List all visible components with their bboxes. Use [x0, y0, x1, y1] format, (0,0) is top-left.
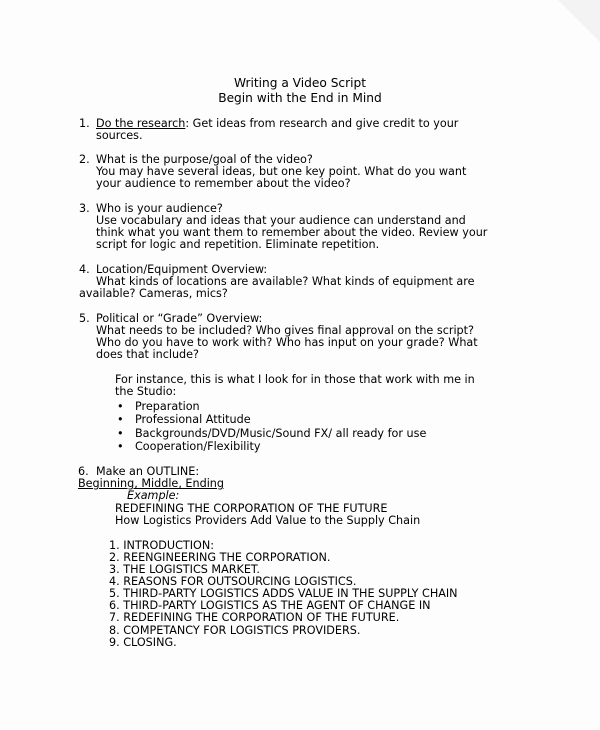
bullet-item-2: Professional Attitude: [135, 413, 251, 426]
page-fold-corner: [558, 0, 600, 42]
item-1-line-2: sources.: [96, 129, 143, 142]
outline-step-2: 2. REENGINEERING THE CORPORATION.: [109, 551, 331, 564]
outline-step-3: 3. THE LOGISTICS MARKET.: [109, 563, 260, 576]
item-6-number: 6.: [78, 465, 89, 478]
example-title: REDEFINING THE CORPORATION OF THE FUTURE: [115, 502, 388, 515]
example-subtitle: How Logistics Providers Add Value to the Supply Chain: [115, 514, 421, 527]
bullet-item-3: Backgrounds/DVD/Music/Sound FX/ all ready for use: [135, 427, 427, 440]
item-2-heading: What is the purpose/goal of the video?: [96, 153, 313, 166]
bullet-item-4: Cooperation/Flexibility: [135, 440, 261, 453]
item-5-line-3: does that include?: [96, 348, 199, 361]
item-1-line-1: [96, 118, 458, 130]
item-5-number: 5.: [79, 312, 90, 325]
item-1-number: 1.: [79, 117, 90, 130]
outline-step-7: 7. REDEFINING THE CORPORATION OF THE FUTURE.: [109, 611, 400, 624]
item-2-line-1: You may have several ideas, but one key point. What do you want: [96, 165, 467, 178]
item-4-line-2: available? Cameras, mics?: [79, 287, 228, 300]
item-3-line-2: think what you want them to remember about the video. Review your: [96, 226, 488, 239]
title-line-2: Begin with the End in Mind: [218, 91, 382, 105]
item-2-number: 2.: [79, 153, 90, 166]
item-3-number: 3.: [79, 202, 90, 215]
bullet-icon: •: [117, 413, 124, 426]
instance-intro-line-1: For instance, this is what I look for in those that work with me in: [115, 373, 475, 386]
item-6-heading: Make an OUTLINE:: [96, 465, 200, 478]
item-4-heading: Location/Equipment Overview:: [96, 263, 268, 276]
item-2-line-2: your audience to remember about the video?: [96, 177, 351, 190]
outline-step-8: 8. COMPETANCY FOR LOGISTICS PROVIDERS.: [109, 624, 361, 637]
bullet-icon: •: [117, 440, 124, 453]
example-label: Example:: [127, 489, 180, 502]
item-3-line-3: script for logic and repetition. Eliminate repetition.: [96, 238, 380, 251]
item-3-heading: Who is your audience?: [96, 202, 223, 215]
item-4-line-1: What kinds of locations are available? What kinds of equipment are: [96, 275, 475, 288]
bullet-icon: •: [117, 400, 124, 413]
outline-step-4: 4. REASONS FOR OUTSOURCING LOGISTICS.: [109, 575, 357, 588]
outline-step-6: 6. THIRD-PARTY LOGISTICS AS THE AGENT OF CHANGE IN: [109, 599, 431, 612]
item-5-line-1: What needs to be included? Who gives final approval on the script?: [96, 324, 474, 337]
document-title: [0, 76, 600, 106]
item-5-heading: Political or “Grade” Overview:: [96, 312, 263, 325]
instance-intro-line-2: the Studio:: [115, 385, 177, 398]
bullet-item-1: Preparation: [135, 400, 200, 413]
item-1-heading-rest: : Get ideas from research and give credit to your: [185, 117, 459, 130]
title-line-1: Writing a Video Script: [233, 76, 367, 90]
outline-subheading: Beginning, Middle, Ending: [78, 477, 224, 490]
item-4-number: 4.: [79, 263, 90, 276]
bullet-icon: •: [117, 427, 124, 440]
outline-step-1: 1. INTRODUCTION:: [109, 539, 215, 552]
item-3-line-1: Use vocabulary and ideas that your audience can understand and: [96, 214, 466, 227]
item-1-heading: Do the research: [96, 117, 186, 130]
outline-step-9: 9. CLOSING.: [109, 636, 177, 649]
outline-step-5: 5. THIRD-PARTY LOGISTICS ADDS VALUE IN THE SUPPLY CHAIN: [109, 587, 458, 600]
item-5-line-2: Who do you have to work with? Who has input on your grade? What: [96, 336, 478, 349]
